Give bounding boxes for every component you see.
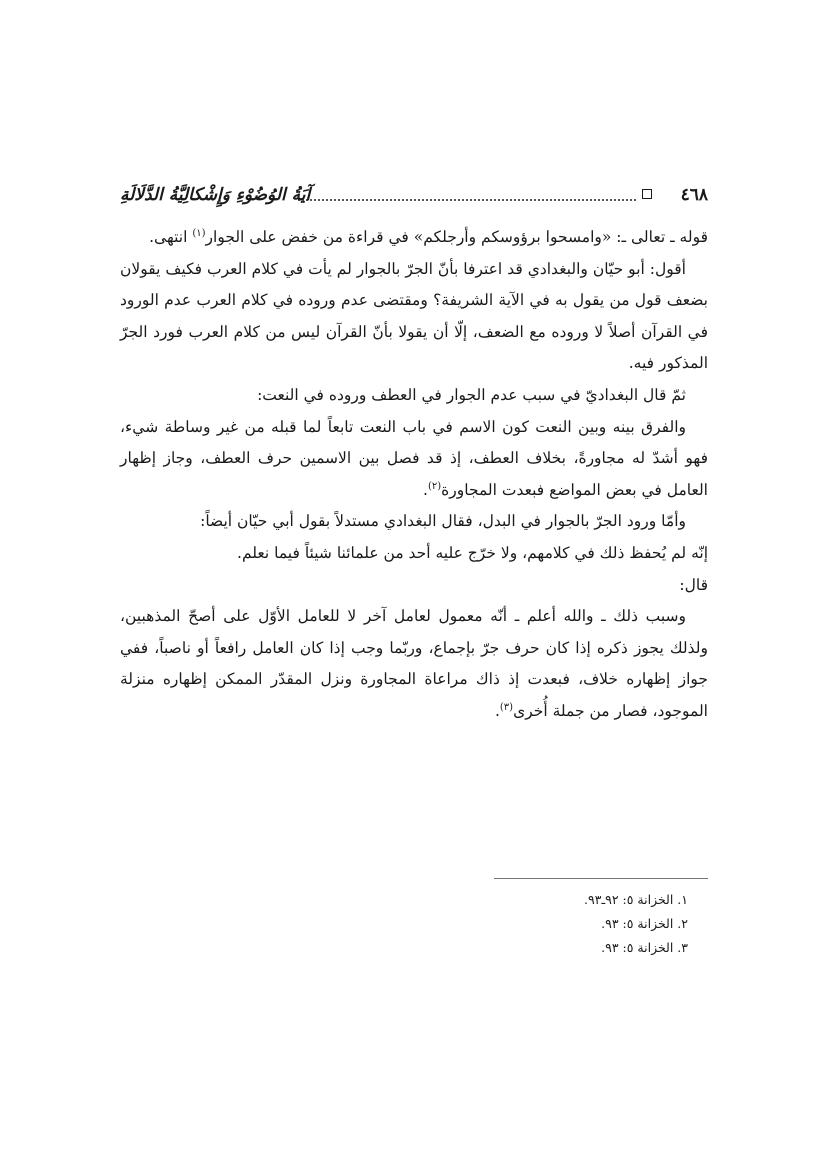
main-text	[120, 222, 708, 728]
book-page	[120, 150, 708, 1010]
paragraph-quote-na3t: والفرق بينه وبين النعت كون الاسم في باب النعت تابعاً لما قبله من غير وساطة شيء، فهو أشدّ له مجاورةً، بخلاف العطف، إذ قد فصل بين الاسمين حرف العطف، وجاز إظهار العامل في بعض المواضع فبعدت المجاورة$^{(٢)}$.	[120, 417, 708, 499]
dotted-leader	[298, 199, 636, 201]
footnote-ref-3: (٣)	[499, 701, 514, 713]
paragraph-quote-hifz: إنّه لم يُحفظ ذلك في كلامهم، ولا خرّج عليه أحد من علمائنا شيئاً فيما نعلم.	[237, 543, 708, 562]
paragraph-argument: أقول: أبو حيّان والبغدادي قد اعترفا بأنّ الجرّ بالجوار لم يأت في كلام العرب فكيف يقولان بضعف قول من يقول به في الآية الشريفة؟ ومقتضى عدم وروده في كلام العرب عدم الورود في القرآن أصلاً لا وروده مع الضعف، إلّا أن يقولا بأنّ القرآن ليس من كلام العرب فورد الجرّ المذكور فيه.	[120, 259, 708, 373]
paragraph-badal: وأمّا ورود الجرّ بالجوار في البدل، فقال البغدادي مستدلاً بقول أبي حيّان أيضاً:	[200, 512, 686, 531]
paragraph-quote-end: قوله ـ تعالى ـ: «وامسحوا برؤوسكم وأرجلكم» في قراءة من خفض على الجوار$^{(١)}$ انتهى.	[149, 227, 708, 246]
paragraph-quote-sabab: وسبب ذلك ـ والله أعلم ـ أنّه معمول لعامل آخر لا للعامل الأوّل على أصحّ المذهبين، ولذلك يجوز ذكره إذا كان حرف جرّ بإجماع، وربّما وجب إذا كان العامل رافعاً أو ناصباً، ففي جواز إظهاره خلاف، فبعدت إذ ذاك مراعاة المجاورة ونزل المقدّر الممكن إظهاره منزلة الموجود، فصار من جملة أُخرى$^{(٣)}$.	[120, 607, 708, 720]
running-header	[120, 180, 708, 210]
paragraph-intro: ثمّ قال البغداديّ في سبب عدم الجوار في العطف وروده في النعت:	[257, 385, 686, 404]
footnote-divider	[494, 878, 708, 879]
square-ornament-icon	[642, 189, 652, 199]
book-title: آيَةُ الوُضُوْءِ وَإِشْكالِيَّةُ الدَّلَالَةِ	[120, 185, 311, 205]
footnote-item: ١. الخزانة ٥: ٩٢ـ٩٣.	[584, 892, 688, 907]
footnotes	[120, 888, 708, 960]
paragraph-qala: قال:	[679, 575, 708, 594]
footnote-ref-2: (٢)	[427, 480, 442, 492]
page-number: ٤٦٨	[680, 185, 708, 205]
footnote-item: ٣. الخزانة ٥: ٩٣.	[601, 940, 688, 955]
footnote-ref-1: (١)	[192, 227, 206, 239]
footnote-item: ٢. الخزانة ٥: ٩٣.	[601, 916, 688, 931]
